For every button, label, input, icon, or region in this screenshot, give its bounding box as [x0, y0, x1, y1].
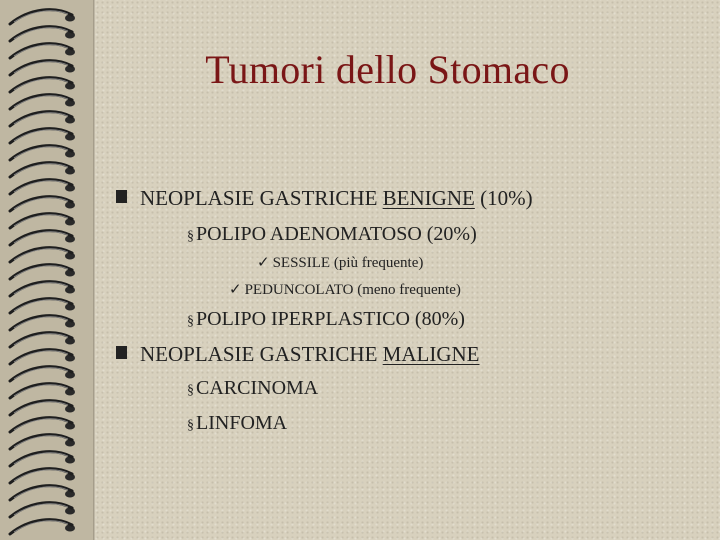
check-mark-icon: ✓: [257, 255, 270, 271]
item-text: NEOPLASIE GASTRICHE: [140, 342, 383, 366]
bullet-hyperplastic-polyp: [187, 308, 465, 331]
spiral-binding-icon: [0, 0, 95, 540]
item-text: SESSILE (più frequente): [272, 255, 424, 271]
item-text: LINFOMA: [196, 412, 288, 434]
item-underlined-text: BENIGNE: [382, 186, 475, 210]
bullet-sessile: [257, 253, 423, 272]
bullet-carcinoma: [187, 377, 318, 400]
slide-title: Tumori dello Stomaco: [205, 47, 570, 92]
small-square-bullet-icon: §: [187, 383, 194, 398]
bullet-adenomatous-polyp: [187, 223, 477, 246]
item-text: POLIPO ADENOMATOSO (20%): [196, 223, 477, 245]
item-text: CARCINOMA: [196, 377, 319, 399]
small-square-bullet-icon: §: [187, 314, 194, 329]
bullet-benign-neoplasms: [140, 186, 533, 211]
bullet-pedunculated: [229, 280, 461, 299]
item-text: NEOPLASIE GASTRICHE: [140, 186, 383, 210]
square-bullet-icon: [116, 346, 127, 359]
check-mark-icon: ✓: [229, 282, 242, 298]
item-text: POLIPO IPERPLASTICO (80%): [196, 308, 465, 330]
small-square-bullet-icon: §: [187, 418, 194, 433]
item-text: PEDUNCOLATO (meno frequente): [244, 282, 461, 298]
item-underlined-text: MALIGNE: [382, 342, 480, 366]
item-text: (10%): [474, 186, 533, 210]
bullet-lymphoma: [187, 412, 287, 435]
square-bullet-icon: [116, 190, 127, 203]
small-square-bullet-icon: §: [187, 229, 194, 244]
bullet-malignant-neoplasms: [140, 342, 480, 367]
